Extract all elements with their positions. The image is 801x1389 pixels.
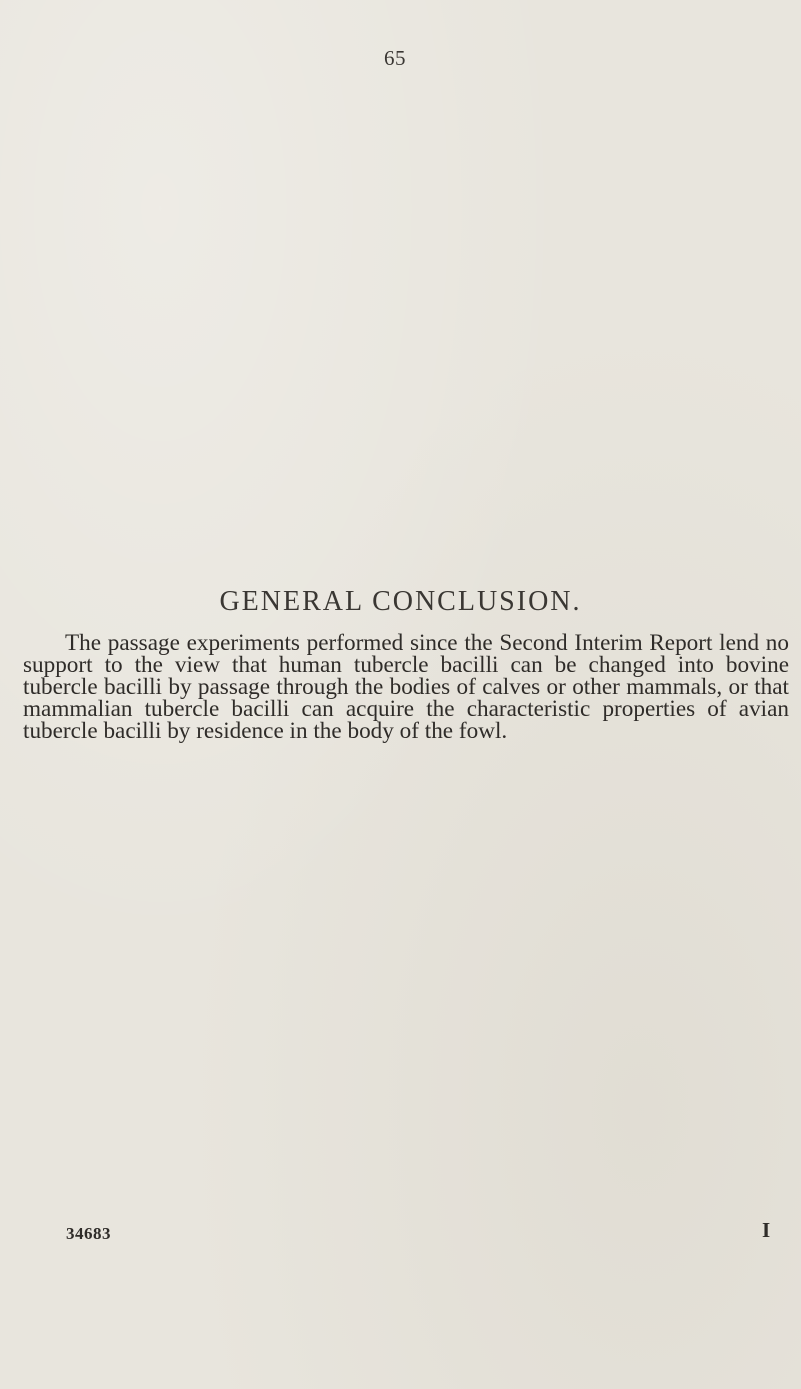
section-heading: GENERAL CONCLUSION.	[219, 586, 582, 617]
body-paragraph: The passage experiments performed since the Second Interim Report lend no support to the view that human tubercle bacilli can be changed into bovine tubercle bacilli by passage through the bodies of calves or other mammals, or that mammalian tubercle bacilli can acquire the characteristic properties of avian tubercle bacilli by residence in the body of the fowl.	[23, 630, 789, 744]
printer-signature-letter: I	[762, 1218, 771, 1242]
printer-signature-number: 34683	[66, 1224, 111, 1243]
page-number: 65	[384, 46, 406, 70]
